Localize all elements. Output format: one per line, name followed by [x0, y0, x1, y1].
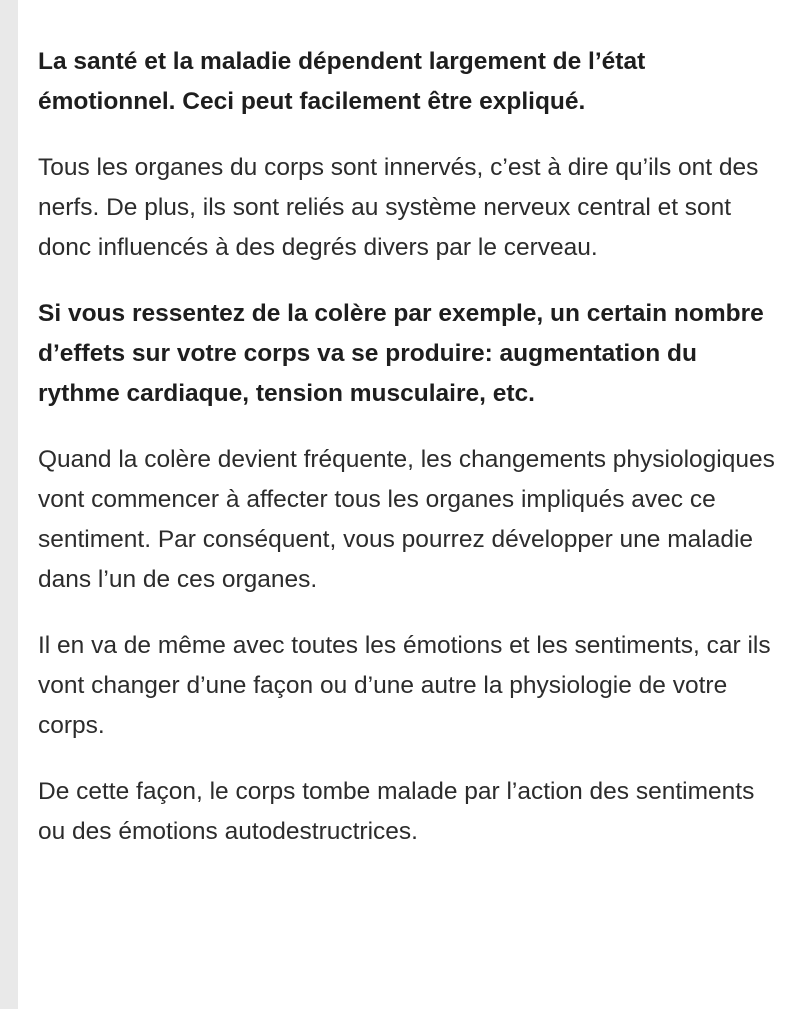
paragraph-anger-example: Si vous ressentez de la colère par exemple, un certain nombre d’effets sur votre corps va se produire: augmentation du rythme cardiaque, tension musculaire, etc.	[38, 300, 764, 407]
paragraph-frequent-anger: Quand la colère devient fréquente, les changements physiologiques vont commencer à affecter tous les organes impliqués avec ce sentiment. Par conséquent, vous pourrez développer une maladie dans l’un de ces organes.	[38, 446, 775, 593]
paragraph-all-emotions: Il en va de même avec toutes les émotions et les sentiments, car ils vont changer d’une façon ou d’une autre la physiologie de votre corps.	[38, 632, 771, 739]
article-body	[38, 42, 783, 878]
paragraph-organs: Tous les organes du corps sont innervés, c’est à dire qu’ils ont des nerfs. De plus, ils sont reliés au système nerveux central et sont donc influencés à des degrés divers par le cerveau.	[38, 154, 759, 261]
paragraph-intro: La santé et la maladie dépendent largement de l’état émotionnel. Ceci peut facilement être expliqué.	[38, 48, 646, 115]
article-page	[18, 0, 800, 1009]
paragraph-conclusion: De cette façon, le corps tombe malade par l’action des sentiments ou des émotions autodestructrices.	[38, 778, 755, 845]
